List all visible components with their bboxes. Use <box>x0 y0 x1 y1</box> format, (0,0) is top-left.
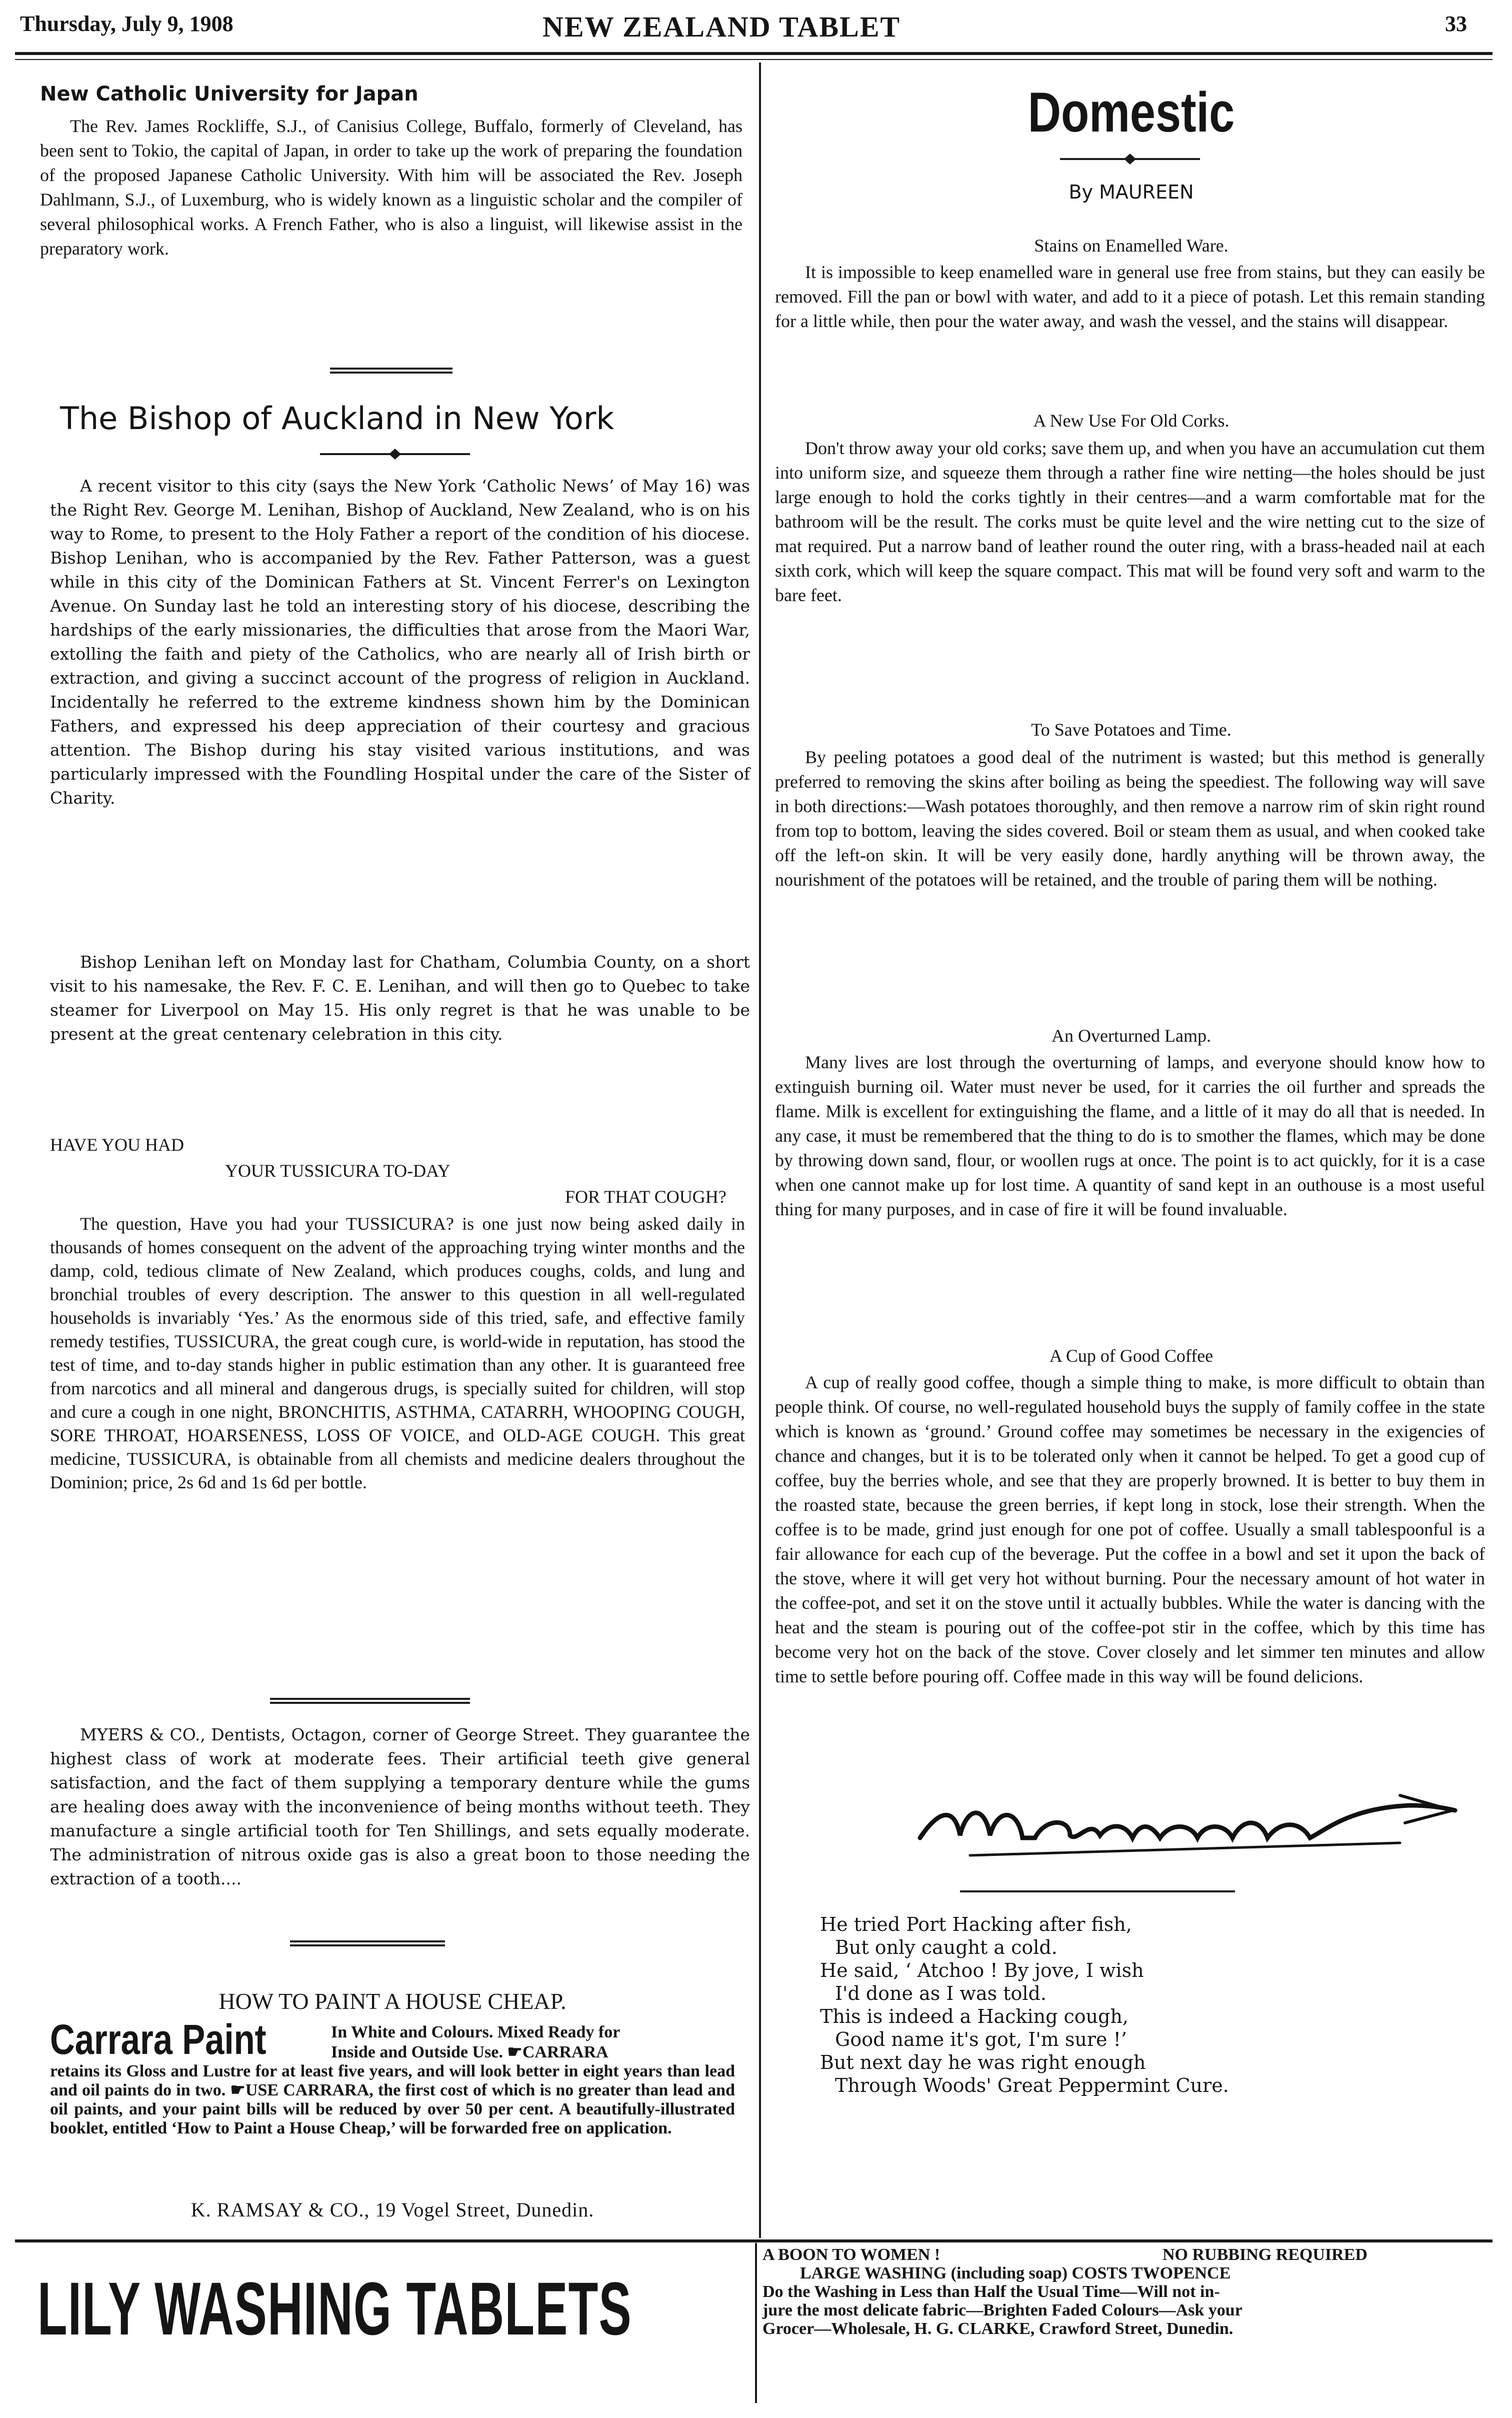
page-number: 33 <box>1445 12 1467 36</box>
section-divider <box>270 1698 470 1704</box>
myers-body: MYERS & CO., Dentists, Octagon, corner of George Street. They guarantee the highest class of work at moderate fees. Their artificial teeth give general satisfaction, and the fact of them supplying a temporary denture while the gums are healing does away with the inconvenience of being months without teeth. They manufacture a single artificial tooth for Ten Shillings, and sets equally moderate. The administration of nitrous oxide gas is also a great boon to those needing the extraction of a tooth.... <box>50 1725 750 1888</box>
poem-line-6: Good name it's got, I'm sure !’ <box>835 2028 1127 2050</box>
poem-rule <box>960 1890 1235 1892</box>
domestic-sec3-body: By peeling potatoes a good deal of the nutriment is wasted; but this method is generally preferred to removing the skins after boiling as being the speediest. The following way will save in both directions:—Wash potatoes thoroughly, and then remove a narrow rim of skin right round from top to bottom, leaving the sides covered. Boil or steam them as usual, and when cooked take off the left-on skin. It will be very easily done, hardly anything will be thrown away, the nourishment of the potatoes will be retained, and the trouble of paring them will be nothing. <box>775 747 1485 890</box>
newspaper-title: NEW ZEALAND TABLET <box>542 11 901 43</box>
domestic-byline: By MAUREEN <box>1068 181 1194 203</box>
carrara-body: retains its Gloss and Lustre for at least five years, and will look better in eight years than lead and oil paints do in two. ☛USE CARRARA, the first cost of which is no greater than lead and oil paints, and your paint bills will be reduced by over 50 per cent. A beautifully-illustrated booklet, entitled ‘How to Paint a House Cheap,’ will be forwarded free on application. <box>50 2062 735 2137</box>
lily-line-3: Do the Washing in Less than Half the Usual Time—Will not in- <box>762 2282 1220 2301</box>
column-divider <box>759 63 761 2238</box>
domestic-heading: Domestic <box>1028 81 1235 144</box>
domestic-sec5-title: A Cup of Good Coffee <box>1049 1346 1214 1366</box>
tussicura-line-2: YOUR TUSSICURA TO-DAY <box>225 1161 450 1181</box>
bottom-rule <box>15 2239 1492 2242</box>
domestic-sec2-body: Don't throw away your old corks; save them up, and when you have an accumulation cut them into uniform size, and squeeze them through a rather fine wire netting—the holes should be just large enough to hold the corks tightly in their centres—and a warm comfortable mat for the bathroom will be the result. The corks must be quite level and the wire netting cut to the size of mat required. Put a narrow band of leather round the outer ring, with a brass-headed nail at each sixth cork, which will keep the square compact. This mat will be found very soft and warm to the bare feet. <box>775 438 1485 605</box>
carrara-brand: Carrara Paint <box>50 2016 266 2063</box>
poem-line-4: I'd done as I was told. <box>835 1982 1046 2004</box>
lily-divider <box>755 2243 757 2403</box>
section-divider <box>330 368 452 374</box>
lily-line-1-right: NO RUBBING REQUIRED <box>1162 2245 1368 2264</box>
carrara-heading: HOW TO PAINT A HOUSE CHEAP. <box>218 1988 566 2014</box>
poem-line-8: Through Woods' Great Peppermint Cure. <box>835 2074 1229 2096</box>
tussicura-body: The question, Have you had your TUSSICURA? is one just now being asked daily in thousands of homes consequent on the advent of the approaching trying winter months and the damp, cold, tedious climate of New Zealand, which produces coughs, colds, and lung and bronchial troubles of every description. The answer to this question in all well-regulated households is invariably ‘Yes.’ As the enormous side of this tried, safe, and effective family remedy testifies, TUSSICURA, the great cough cure, is world-wide in reputation, has stood the test of time, and to-day stands higher in public estimation than any other. It is guaranteed free from narcotics and all mineral and dangerous drugs, is specially suited for children, will stop and cure a cough in one night, BRONCHITIS, ASTHMA, CATARRH, WHOOPING COUGH, SORE THROAT, HOARSENESS, LOSS OF VOICE, and OLD-AGE COUGH. This great medicine, TUSSICURA, is obtainable from all chemists and medicine dealers throughout the Dominion; price, 2s 6d and 1s 6d per bottle. <box>50 1214 745 1492</box>
section-divider <box>290 1940 445 1946</box>
carrara-ad <box>40 1988 745 2230</box>
bishop-para-1: A recent visitor to this city (says the New York ‘Catholic News’ of May 16) was the Right Rev. George M. Lenihan, Bishop of Auckland, New Zealand, who is on his way to Rome, to present to the Holy Father a report of the condition of his diocese. Bishop Lenihan, who is accompanied by the Rev. Father Patterson, was a guest while in this city of the Dominican Fathers at St. Vincent Ferrer's on Lexington Avenue. On Sunday last he told an interesting story of his diocese, describing the hardships of the early missionaries, the difficulties that arose from the Maori War, extolling the faith and piety of the Catholics, who are nearly all of Irish birth or extraction, and giving a succinct account of the progress of religion in Auckland. Incidentally he referred to the extreme kindness shown him by the Dominican Fathers, and expressed his deep appreciation of their courtesy and gracious attention. The Bishop during his stay visited various institutions, and was particularly impressed with the Foundling Hospital under the care of the Sister of Charity. <box>50 476 750 808</box>
domestic-sec3-title: To Save Potatoes and Time. <box>1031 720 1232 740</box>
poem-line-2: But only caught a cold. <box>835 1936 1058 1958</box>
domestic-sec4-title: An Overturned Lamp. <box>1052 1026 1211 1046</box>
bishop-heading: The Bishop of Auckland in New York <box>60 400 614 437</box>
carrara-tagline-1: In White and Colours. Mixed Ready for <box>331 2023 620 2041</box>
poem-line-3: He said, ‘ Atchoo ! By jove, I wish <box>820 1959 1144 1981</box>
poem-line-7: But next day he was right enough <box>820 2051 1146 2073</box>
bishop-para-2: Bishop Lenihan left on Monday last for Chatham, Columbia County, on a short visit to his namesake, the Rev. F. C. E. Lenihan, and will then go to Quebec to take steamer for Liverpool on May 15. His only regret is that he was unable to be present at the great centenary celebration in this city. <box>50 952 750 1044</box>
tussicura-line-1: HAVE YOU HAD <box>50 1135 184 1155</box>
domestic-sec4-body: Many lives are lost through the overturning of lamps, and everyone should know how to extinguish burning oil. Water must never be used, for it carries the oil further and spreads the flame. Milk is excellent for extinguishing the flame, and a little of it may do all that is needed. In any case, it must be remembered that the thing to do is to smother the flames, which may be done by throwing down sand, flour, or woollen rugs at once. The point is to act quickly, for it is a case when one cannot make up for lost time. A quantity of sand kept in an outhouse is a most useful thing for many purposes, and in case of fire it will be found invaluable. <box>775 1052 1485 1219</box>
tussicura-line-3: FOR THAT COUGH? <box>565 1187 726 1207</box>
ornament-divider <box>320 449 470 460</box>
lily-brand: LILY WASHING TABLETS <box>38 2266 632 2350</box>
domestic-sec5-body: A cup of really good coffee, though a simple thing to make, is more difficult to obtain than people think. Of course, no well-regulated household buys the supply of family coffee in the state which is known as ‘ground.’ Ground coffee may sometimes be necessary in the exigencies of chance and changes, but it is to be tolerated only when it cannot be helped. To get a good cup of coffee, buy the berries whole, and see that they are properly browned. It is better to buy them in the roasted state, because the green berries, if kept long in stock, lose their strength. When the coffee is to be made, grind just enough for one pot of coffee. Usually a small tablespoonful is a fair allowance for each cup of the beverage. Put the coffee in a bowl and set it upon the back of the stove, where it will get very hot without burning. Pour the necessary amount of hot water in the coffee-pot, and set it on the stove until it actually bubbles. While the water is dancing with the heat and the steam is pouring out of the coffee-pot stir in the coffee, which by this time has become very hot on the back of the stove. Cover closely and let simmer ten minutes and allow time to settle before pouring off. Coffee made in this way will be found delicions. <box>775 1372 1485 1686</box>
lily-line-4: jure the most delicate fabric—Brighten Faded Colours—Ask your <box>762 2301 1242 2319</box>
university-body: The Rev. James Rockliffe, S.J., of Canisius College, Buffalo, formerly of Cleveland, has been sent to Tokio, the capital of Japan, in order to take up the work of preparing the foundation of the proposed Japanese Catholic University. With him will be associated the Rev. Joseph Dahlmann, S.J., of Luxemburg, who is widely known as a linguistic scholar and the compiler of several philosophical works. A French Father, who is also a linguist, will likewise assist in the preparatory work. <box>40 116 742 259</box>
domestic-sec1-title: Stains on Enamelled Ware. <box>1034 236 1228 256</box>
poem <box>820 1913 1229 2097</box>
carrara-tagline-2: Inside and Outside Use. ☛CARRARA <box>331 2043 608 2061</box>
lily-details <box>762 2245 1492 2338</box>
domestic-sec2-title: A New Use For Old Corks. <box>1033 411 1230 431</box>
ornament-divider <box>1060 154 1200 165</box>
lily-line-2: LARGE WASHING (including soap) COSTS TWOPENCE <box>800 2264 1231 2282</box>
maureen-signature <box>910 1788 1460 1863</box>
lily-line-1-left: A BOON TO WOMEN ! <box>762 2245 940 2264</box>
carrara-footer: K. RAMSAY & CO., 19 Vogel Street, Dunedin. <box>190 2198 594 2221</box>
poem-line-5: This is indeed a Hacking cough, <box>820 2005 1128 2027</box>
university-heading: New Catholic University for Japan <box>40 83 418 106</box>
lily-line-5: Grocer—Wholesale, H. G. CLARKE, Crawford Street, Dunedin. <box>762 2319 1234 2338</box>
issue-date: Thursday, July 9, 1908 <box>20 12 234 36</box>
masthead-rule <box>15 52 1492 55</box>
masthead-rule-thin <box>15 59 1492 60</box>
domestic-sec1-body: It is impossible to keep enamelled ware in general use free from stains, but they can easily be removed. Fill the pan or bowl with water, and add to it a piece of potash. Let this remain standing for a little while, then pour the water away, and wash the vessel, and the stains will disappear. <box>775 262 1485 331</box>
poem-line-1: He tried Port Hacking after fish, <box>820 1913 1132 1935</box>
signature-text: Maureen <box>1410 1854 1433 1859</box>
